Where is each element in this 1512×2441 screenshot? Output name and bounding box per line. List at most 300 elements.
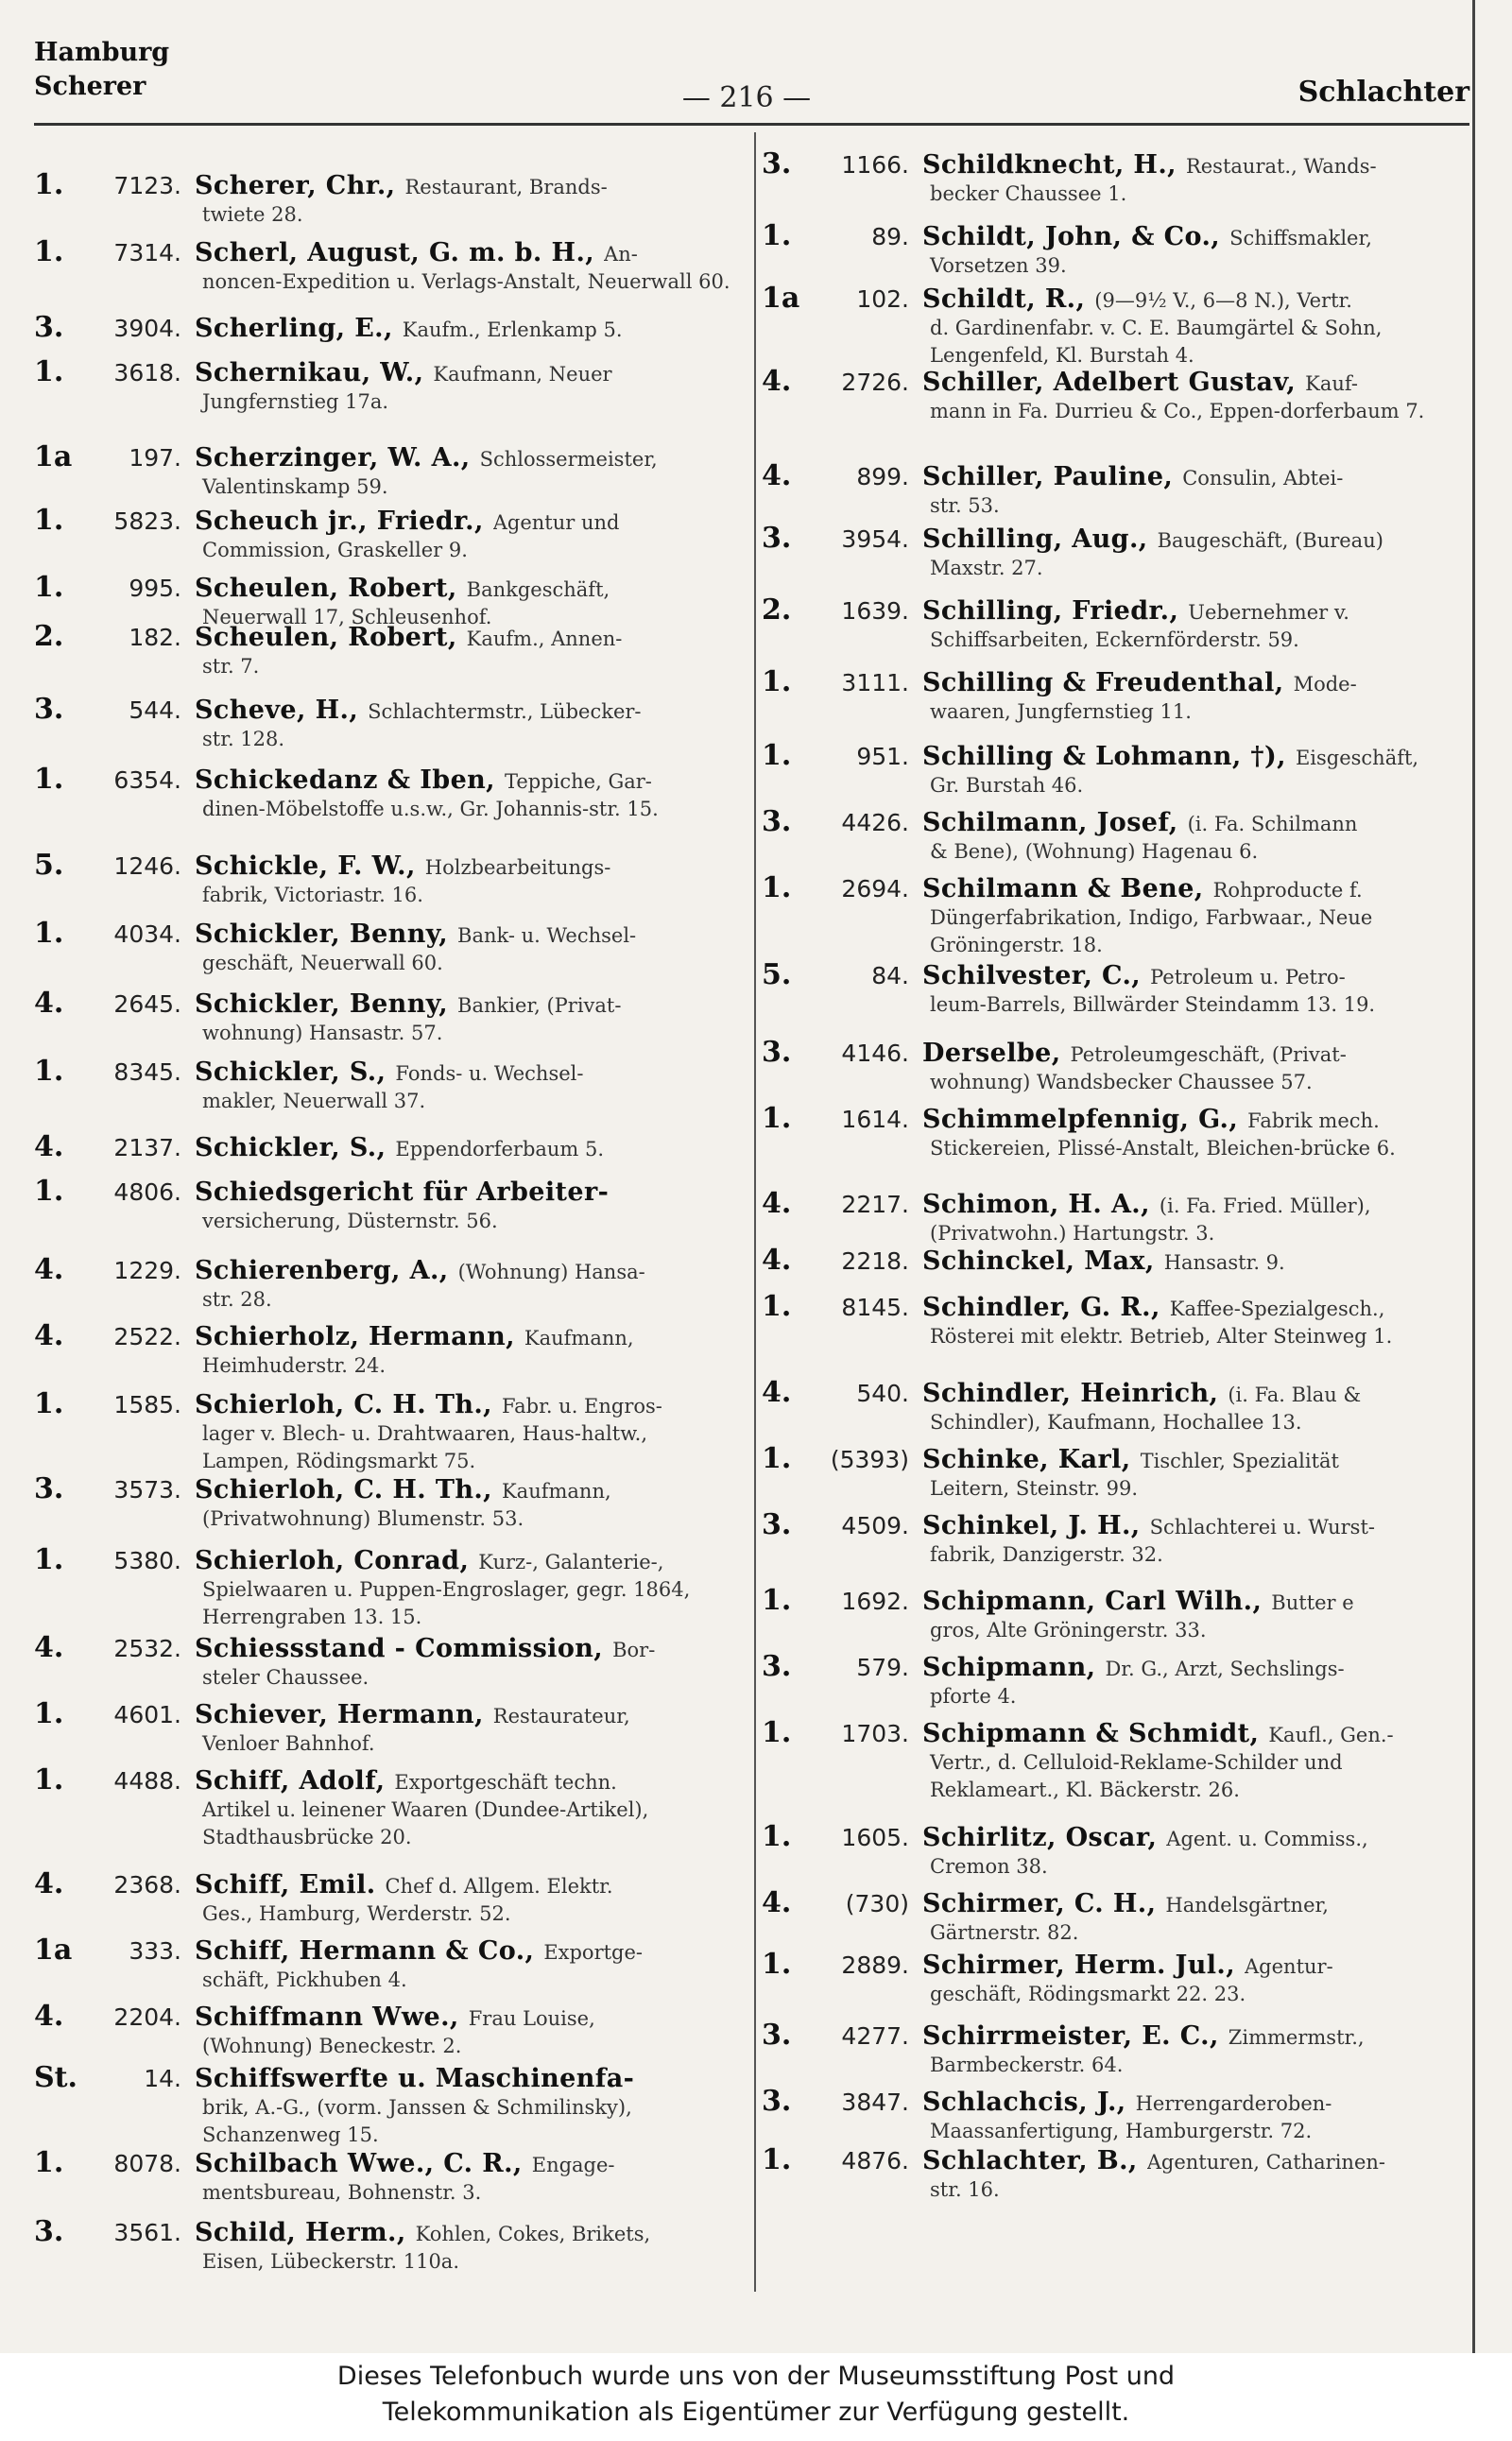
entry-continuation: geschäft, Neuerwall 60.	[202, 952, 443, 974]
exchange-area: 4.	[34, 1253, 64, 1286]
exchange-area: 3.	[762, 522, 792, 555]
subscriber-name: Scherer, Chr.,	[195, 171, 396, 200]
phone-number: 4146.	[841, 1040, 909, 1067]
phone-number: 4488.	[113, 1767, 181, 1795]
entry-description: Eisgeschäft,	[1295, 747, 1419, 769]
directory-entry	[34, 1319, 735, 1380]
directory-entry	[762, 147, 1440, 208]
entry-first-line	[762, 871, 1440, 904]
phone-number: 2726.	[841, 369, 909, 396]
subscriber-name: Schilling & Freudenthal,	[922, 668, 1284, 697]
phone-number: 182.	[129, 624, 181, 651]
entry-description: Kaffee-Spezialgesch.,	[1169, 1298, 1385, 1320]
exchange-area: 1.	[34, 168, 64, 201]
subscriber-name: Schirmer, Herm. Jul.,	[922, 1951, 1236, 1980]
exchange-area: 4.	[34, 1319, 64, 1352]
entry-description: Rohproducte f.	[1212, 879, 1363, 902]
subscriber-name: Scherling, E.,	[195, 314, 393, 343]
subscriber-name: Schipmann, Carl Wilh.,	[922, 1587, 1263, 1616]
entry-continuation: (Wohnung) Beneckestr. 2.	[202, 2035, 462, 2057]
subscriber-name: Schiff, Adolf,	[195, 1766, 386, 1796]
exchange-area: 1.	[34, 917, 64, 950]
directory-entry	[34, 1543, 735, 1631]
exchange-area: 4.	[34, 987, 64, 1020]
entry-continuation: Valentinskamp 59.	[202, 475, 388, 498]
entry-continuation: Schindler), Kaufmann, Hochallee 13.	[930, 1411, 1302, 1434]
phone-number: 1639.	[841, 597, 909, 625]
phone-number: 1605.	[841, 1824, 909, 1851]
subscriber-name: Scheulen, Robert,	[195, 623, 457, 652]
phone-number: 2204.	[113, 2003, 181, 2031]
directory-entry	[762, 871, 1440, 959]
exchange-area: 1a	[34, 1934, 73, 1967]
exchange-area: 4.	[762, 1244, 792, 1277]
phone-number: 2217.	[841, 1191, 909, 1218]
exchange-area: 2.	[762, 593, 792, 627]
phone-number: 333.	[129, 1937, 181, 1965]
entry-description: Hansastr. 9.	[1163, 1251, 1285, 1274]
entry-description: Restaurat., Wands-	[1185, 155, 1377, 178]
exchange-area: 4.	[762, 1886, 792, 1919]
entry-description: (Wohnung) Hansa-	[457, 1261, 645, 1283]
entry-description: Schlossermeister,	[479, 448, 658, 471]
phone-number: 2218.	[841, 1247, 909, 1275]
phone-number: 1166.	[841, 151, 909, 179]
directory-entry	[34, 1130, 735, 1163]
subscriber-name: Schlachter, B.,	[922, 2146, 1138, 2175]
subscriber-name: Schimmelpfennig, G.,	[922, 1105, 1239, 1134]
entry-description: Handelsgärtner,	[1165, 1894, 1329, 1917]
column-divider	[754, 132, 756, 2292]
entry-continuation: Artikel u. leinener Waaren (Dundee-Artikel), Stadthausbrücke 20.	[202, 1798, 649, 1848]
phone-number: 8078.	[113, 2150, 181, 2177]
entry-description: Kaufmann,	[524, 1327, 634, 1349]
phone-number: 2522.	[113, 1323, 181, 1350]
entry-first-line	[34, 168, 735, 201]
directory-entry	[34, 1867, 735, 1928]
subscriber-name: Schindler, Heinrich,	[922, 1379, 1219, 1408]
phone-number: 579.	[856, 1654, 909, 1681]
entry-continuation: brik, A.-G., (vorm. Janssen & Schmilinsky), Schanzenweg 15.	[202, 2096, 632, 2146]
phone-number: 4876.	[841, 2147, 909, 2175]
directory-entry	[762, 1376, 1440, 1436]
entry-description: Petroleumgeschäft, (Privat-	[1070, 1043, 1347, 1066]
phone-number: 197.	[129, 444, 181, 472]
subscriber-name: Schickler, S.,	[195, 1133, 387, 1162]
directory-entry	[34, 1934, 735, 1994]
entry-first-line	[34, 987, 735, 1020]
entry-first-line	[762, 1376, 1440, 1409]
entry-continuation: d. Gardinenfabr. v. C. E. Baumgärtel & Sohn, Lengenfeld, Kl. Burstah 4.	[930, 317, 1383, 367]
entry-continuation: twiete 28.	[202, 203, 303, 226]
subscriber-name: Schilbach Wwe., C. R.,	[195, 2149, 523, 2178]
phone-number: 951.	[856, 743, 909, 770]
subscriber-name: Schiever, Hermann,	[195, 1700, 484, 1729]
subscriber-name: Schild, Herm.,	[195, 2218, 406, 2247]
exchange-area: 1.	[762, 219, 792, 252]
subscriber-name: Schierenberg, A.,	[195, 1256, 449, 1285]
entry-description: Kaufm., Erlenkamp 5.	[402, 318, 623, 341]
phone-number: (730)	[845, 1890, 909, 1917]
entry-first-line	[34, 235, 735, 268]
phone-number: 4034.	[113, 920, 181, 948]
directory-entry	[762, 459, 1440, 520]
directory-entry	[762, 593, 1440, 654]
entry-description: Eppendorferbaum 5.	[395, 1138, 605, 1160]
directory-entry	[34, 1697, 735, 1758]
entry-first-line	[762, 522, 1440, 555]
subscriber-name: Schindler, G. R.,	[922, 1293, 1160, 1322]
exchange-area: 1.	[34, 1763, 64, 1796]
subscriber-name: Scheve, H.,	[195, 696, 359, 725]
directory-entry	[762, 805, 1440, 866]
phone-number: 3904.	[113, 315, 181, 342]
entry-first-line	[762, 1716, 1440, 1749]
subscriber-name: Schildknecht, H.,	[922, 150, 1177, 180]
phone-number: 2694.	[841, 875, 909, 902]
running-head-left	[34, 36, 169, 104]
entry-first-line	[34, 311, 735, 344]
phone-number: 2137.	[113, 1134, 181, 1161]
entry-continuation: dinen-Möbelstoffe u.s.w., Gr. Johannis-str. 15.	[202, 798, 659, 820]
directory-entry	[762, 2143, 1440, 2204]
entry-description: (i. Fa. Schilmann	[1187, 813, 1358, 835]
exchange-area: 1a	[762, 282, 800, 315]
entry-description: Kaufmann, Neuer	[433, 363, 612, 386]
entry-first-line	[762, 2085, 1440, 2118]
city-heading: Hamburg	[34, 38, 170, 67]
directory-entry	[762, 365, 1440, 425]
directory-entry	[762, 2085, 1440, 2145]
exchange-area: 3.	[34, 693, 64, 726]
entry-description: Fabrik mech.	[1247, 1109, 1380, 1132]
phone-number: 1692.	[841, 1588, 909, 1615]
subscriber-name: Schinckel, Max,	[922, 1246, 1155, 1276]
directory-entry	[762, 958, 1440, 1019]
subscriber-name: Scheulen, Robert,	[195, 574, 457, 603]
directory-entry	[34, 2146, 735, 2207]
entry-continuation: pforte 4.	[930, 1685, 1017, 1708]
subscriber-name: Schiff, Hermann & Co.,	[195, 1936, 535, 1966]
entry-continuation: Venloer Bahnhof.	[202, 1732, 375, 1755]
subscriber-name: Schickle, F. W.,	[195, 851, 416, 881]
subscriber-name: Schilmann, Josef,	[922, 808, 1178, 837]
entry-first-line	[762, 1102, 1440, 1135]
entry-description: Uebernehmer v.	[1188, 601, 1349, 624]
entry-first-line	[762, 2143, 1440, 2176]
entry-first-line	[34, 849, 735, 882]
entry-description: Agentur-	[1245, 1955, 1333, 1978]
phone-number: 7314.	[113, 239, 181, 266]
entry-first-line	[762, 282, 1440, 315]
entry-continuation: fabrik, Danzigerstr. 32.	[930, 1543, 1163, 1566]
exchange-area: 1a	[34, 440, 73, 473]
phone-number: 995.	[129, 575, 181, 602]
entry-continuation: Vorsetzen 39.	[930, 254, 1067, 277]
exchange-area: 1.	[34, 1543, 64, 1576]
directory-entry	[762, 1102, 1440, 1162]
directory-entry	[34, 2215, 735, 2276]
exchange-area: 3.	[34, 2215, 64, 2248]
directory-entry	[762, 282, 1440, 370]
phone-number: 1614.	[841, 1106, 909, 1133]
exchange-area: 1.	[762, 665, 792, 698]
directory-entry	[34, 1472, 735, 1533]
entry-first-line	[34, 1175, 735, 1208]
entry-first-line	[34, 1543, 735, 1576]
entry-continuation: wohnung) Hansastr. 57.	[202, 1022, 443, 1044]
entry-first-line	[762, 665, 1440, 698]
exchange-area: 1.	[762, 1820, 792, 1853]
entry-description: Consulin, Abtei-	[1182, 467, 1344, 490]
page-edge-rule	[1472, 0, 1475, 2353]
entry-first-line	[34, 1055, 735, 1088]
directory-entry	[762, 1442, 1440, 1503]
entry-description: Bankgeschäft,	[466, 578, 610, 601]
subscriber-name: Schlachcis, J.,	[922, 2088, 1126, 2117]
directory-entry	[34, 1175, 735, 1235]
entry-first-line	[34, 2215, 735, 2248]
entry-first-line	[762, 1650, 1440, 1683]
subscriber-name: Schilling & Lohmann, †),	[922, 742, 1286, 771]
entry-description: Dr. G., Arzt, Sechslings-	[1105, 1658, 1345, 1680]
entry-continuation: Schiffsarbeiten, Eckernförderstr. 59.	[930, 628, 1299, 651]
directory-entry	[762, 1820, 1440, 1881]
entry-continuation: Heimhuderstr. 24.	[202, 1354, 387, 1377]
entry-first-line	[762, 593, 1440, 627]
entry-continuation: wohnung) Wandsbecker Chaussee 57.	[930, 1071, 1313, 1093]
entry-description: (9—9½ V., 6—8 N.), Vertr.	[1094, 289, 1352, 312]
phone-number: 2889.	[841, 1951, 909, 1979]
entry-continuation: mentsbureau, Bohnenstr. 3.	[202, 2181, 482, 2204]
subscriber-name: Schernikau, W.,	[195, 358, 424, 387]
entry-first-line	[34, 1387, 735, 1420]
entry-description: Kohlen, Cokes, Brikets,	[415, 2223, 651, 2245]
entry-first-line	[34, 763, 735, 796]
exchange-area: 4.	[34, 2000, 64, 2033]
directory-entry	[34, 620, 735, 680]
exchange-area: 1.	[34, 355, 64, 388]
directory-entry	[34, 504, 735, 564]
subscriber-name: Schierholz, Hermann,	[195, 1322, 515, 1351]
phone-number: 2532.	[113, 1635, 181, 1662]
directory-entry	[762, 219, 1440, 280]
phone-number: 2368.	[113, 1871, 181, 1899]
phone-number: 89.	[871, 223, 909, 250]
exchange-area: 1.	[762, 739, 792, 772]
exchange-area: 4.	[762, 365, 792, 398]
entry-description: Agenturen, Catharinen-	[1146, 2151, 1386, 2174]
subscriber-name: Schimon, H. A.,	[922, 1190, 1150, 1219]
entry-first-line	[34, 1867, 735, 1900]
exchange-area: 1.	[762, 1716, 792, 1749]
entry-description: (i. Fa. Fried. Müller),	[1159, 1195, 1371, 1217]
subscriber-name: Schickedanz & Iben,	[195, 765, 495, 795]
subscriber-name: Schirlitz, Oscar,	[922, 1823, 1158, 1852]
entry-first-line	[34, 917, 735, 950]
entry-first-line	[34, 2061, 735, 2094]
entry-description: Fabr. u. Engros-	[501, 1395, 662, 1418]
entry-description: Teppiche, Gar-	[504, 770, 652, 793]
directory-entry	[34, 917, 735, 977]
entry-continuation: Spielwaaren u. Puppen-Engroslager, gegr. 1864, Herrengraben 13. 15.	[202, 1578, 691, 1628]
entry-first-line	[34, 504, 735, 537]
subscriber-name: Schinke, Karl,	[922, 1445, 1131, 1474]
directory-entry	[34, 355, 735, 416]
subscriber-name: Schiff, Emil.	[195, 1870, 376, 1900]
entry-continuation: Vertr., d. Celluloid-Reklame-Schilder und Reklameart., Kl. Bäckerstr. 26.	[930, 1751, 1343, 1801]
entry-description: Schiffsmakler,	[1229, 227, 1372, 249]
entry-first-line	[762, 1442, 1440, 1475]
exchange-area: 5.	[762, 958, 792, 991]
entry-first-line	[34, 1697, 735, 1730]
entry-continuation: Jungfernstieg 17a.	[202, 390, 389, 413]
entry-description: Butter e	[1271, 1591, 1354, 1614]
directory-entry	[762, 1650, 1440, 1710]
phone-number: 8345.	[113, 1058, 181, 1086]
entry-continuation: Leitern, Steinstr. 99.	[930, 1477, 1139, 1500]
entry-first-line	[762, 2019, 1440, 2052]
directory-entry	[34, 1253, 735, 1314]
subscriber-name: Schildt, John, & Co.,	[922, 222, 1221, 251]
directory-entry	[34, 849, 735, 909]
entry-continuation: geschäft, Rödingsmarkt 22. 23.	[930, 1983, 1246, 2005]
entry-first-line	[762, 1948, 1440, 1981]
directory-entry	[762, 1187, 1440, 1247]
entry-description: Restaurant, Brands-	[404, 176, 608, 198]
entry-continuation: Barmbeckerstr. 64.	[930, 2054, 1124, 2076]
entry-first-line	[762, 958, 1440, 991]
entry-first-line	[762, 1244, 1440, 1277]
exchange-area: 1.	[34, 763, 64, 796]
entry-continuation: fabrik, Victoriastr. 16.	[202, 884, 423, 906]
entry-continuation: Neuerwall 17, Schleusenhof.	[202, 606, 492, 628]
entry-first-line	[34, 1763, 735, 1796]
entry-first-line	[762, 739, 1440, 772]
directory-entry	[762, 1508, 1440, 1569]
exchange-area: 1.	[762, 1948, 792, 1981]
exchange-area: 1.	[762, 1442, 792, 1475]
entry-continuation: leum-Barrels, Billwärder Steindamm 13. 19.	[930, 993, 1376, 1016]
phone-number: 5380.	[113, 1547, 181, 1574]
exchange-area: 4.	[34, 1867, 64, 1900]
entry-description: Schlachtermstr., Lübecker-	[368, 700, 642, 723]
exchange-area: 1.	[34, 1387, 64, 1420]
subscriber-name: Schickler, Benny,	[195, 989, 449, 1019]
footer-line-1: Dieses Telefonbuch wurde uns von der Museumsstiftung Post und	[336, 2362, 1176, 2391]
page-number: — 216 —	[681, 81, 812, 114]
entry-continuation: Gärtnerstr. 82.	[930, 1921, 1079, 1944]
exchange-area: 5.	[34, 849, 64, 882]
directory-entry	[34, 235, 735, 296]
entry-first-line	[34, 2146, 735, 2179]
phone-number: 544.	[129, 696, 181, 724]
footer-notice	[0, 2353, 1512, 2441]
directory-entry	[34, 987, 735, 1047]
phone-number: 3954.	[841, 525, 909, 553]
entry-continuation: (Privatwohnung) Blumenstr. 53.	[202, 1507, 524, 1530]
entry-continuation: str. 53.	[930, 494, 1000, 517]
entry-first-line	[762, 1508, 1440, 1541]
entry-first-line	[762, 1820, 1440, 1853]
exchange-area: 1.	[34, 1697, 64, 1730]
phone-number: 1246.	[113, 852, 181, 880]
subscriber-name: Schierloh, C. H. Th.,	[195, 1475, 492, 1504]
entry-continuation: Maassanfertigung, Hamburgerstr. 72.	[930, 2120, 1313, 2142]
directory-entry	[762, 1036, 1440, 1096]
entry-first-line	[34, 2000, 735, 2033]
entry-first-line	[34, 1631, 735, 1664]
entry-continuation: Gr. Burstah 46.	[930, 774, 1084, 797]
entry-continuation: str. 128.	[202, 728, 285, 750]
entry-continuation: str. 28.	[202, 1288, 272, 1311]
entry-first-line	[762, 805, 1440, 838]
right-keyword: Schlachter	[1297, 76, 1469, 109]
directory-entry	[762, 1290, 1440, 1350]
entry-continuation: Eisen, Lübeckerstr. 110a.	[202, 2250, 459, 2273]
exchange-area: 1.	[34, 235, 64, 268]
exchange-area: 1.	[34, 1175, 64, 1208]
subscriber-name: Schilling, Aug.,	[922, 524, 1148, 554]
entry-description: Agent. u. Commiss.,	[1166, 1828, 1368, 1850]
entry-continuation: schäft, Pickhuben 4.	[202, 1968, 407, 1991]
exchange-area: 1.	[762, 1102, 792, 1135]
exchange-area: 1.	[34, 504, 64, 537]
entry-description: Petroleum u. Petro-	[1150, 966, 1346, 988]
directory-entry	[762, 1244, 1440, 1277]
subscriber-name: Derselbe,	[922, 1039, 1061, 1068]
directory-entry	[762, 739, 1440, 799]
entry-description: Schlachterei u. Wurst-	[1149, 1516, 1375, 1539]
subscriber-name: Schiller, Pauline,	[922, 462, 1174, 491]
directory-entry	[34, 2061, 735, 2149]
subscriber-name: Schierloh, C. H. Th.,	[195, 1390, 492, 1419]
phone-number: 5823.	[113, 507, 181, 535]
entry-continuation: & Bene), (Wohnung) Hagenau 6.	[930, 840, 1259, 863]
exchange-area: St.	[34, 2061, 77, 2094]
entry-continuation: str. 7.	[202, 655, 260, 678]
entry-description: Exportgeschäft techn.	[394, 1771, 617, 1794]
subscriber-name: Schipmann,	[922, 1653, 1096, 1682]
footer-line-2: Telekommunikation als Eigentümer zur Verfügung gestellt.	[382, 2398, 1130, 2427]
exchange-area: 1.	[34, 2146, 64, 2179]
phone-number: 3573.	[113, 1476, 181, 1504]
entry-first-line	[762, 147, 1440, 180]
subscriber-name: Schiffswerfte u. Maschinenfa-	[195, 2064, 635, 2093]
entry-description: Baugeschäft, (Bureau)	[1157, 529, 1383, 552]
entry-first-line	[34, 571, 735, 604]
subscriber-name: Schiffmann Wwe.,	[195, 2003, 459, 2032]
entry-first-line	[762, 365, 1440, 398]
phone-number: 102.	[856, 285, 909, 313]
exchange-area: 1.	[762, 2143, 792, 2176]
entry-description: Kauf-	[1305, 372, 1358, 395]
entry-first-line	[762, 1187, 1440, 1220]
subscriber-name: Scherzinger, W. A.,	[195, 443, 471, 473]
entry-continuation: mann in Fa. Durrieu & Co., Eppen-dorferbaum 7.	[930, 400, 1425, 422]
exchange-area: 3.	[762, 805, 792, 838]
subscriber-name: Schilvester, C.,	[922, 961, 1142, 990]
phone-number: 3561.	[113, 2219, 181, 2246]
entry-description: Zimmermstr.,	[1228, 2026, 1365, 2049]
entry-first-line	[34, 620, 735, 653]
phone-number: 899.	[856, 463, 909, 490]
entry-continuation: Commission, Graskeller 9.	[202, 539, 468, 561]
entry-first-line	[762, 1290, 1440, 1323]
entry-first-line	[762, 219, 1440, 252]
exchange-area: 3.	[762, 2019, 792, 2052]
entry-description: Tischler, Spezialität	[1140, 1450, 1339, 1472]
